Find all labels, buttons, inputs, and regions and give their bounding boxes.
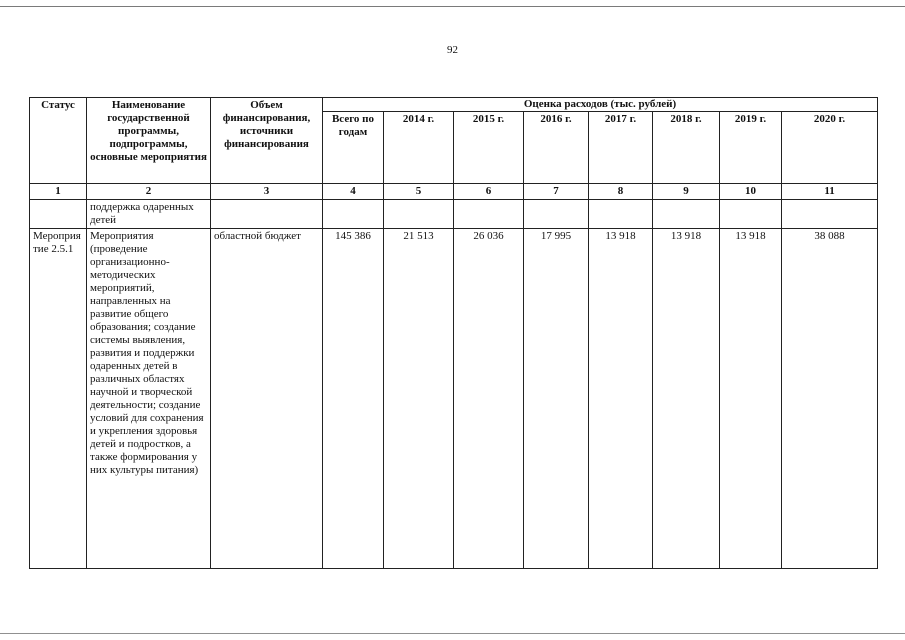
cell-source bbox=[211, 200, 323, 229]
header-year-2020: 2020 г. bbox=[782, 112, 878, 184]
column-number: 1 bbox=[30, 184, 87, 200]
cell-total bbox=[323, 200, 384, 229]
column-number: 2 bbox=[87, 184, 211, 200]
cell-value-2020: 38 088 bbox=[782, 229, 878, 569]
column-number-row bbox=[30, 184, 878, 200]
cell-value bbox=[454, 200, 524, 229]
cell-name: поддержка одаренных детей bbox=[87, 200, 211, 229]
table-row bbox=[30, 229, 878, 569]
cell-value-2015: 26 036 bbox=[454, 229, 524, 569]
column-number: 11 bbox=[782, 184, 878, 200]
cell-status: Мероприятие 2.5.1 bbox=[30, 229, 87, 569]
cell-total: 145 386 bbox=[323, 229, 384, 569]
header-year-2016: 2016 г. bbox=[524, 112, 589, 184]
header-year-2015: 2015 г. bbox=[454, 112, 524, 184]
scan-artifact-bottom bbox=[0, 633, 905, 634]
header-status: Статус bbox=[30, 98, 87, 184]
header-volume: Объем финансирования, источники финансирования bbox=[211, 98, 323, 184]
cell-status bbox=[30, 200, 87, 229]
column-number: 8 bbox=[589, 184, 653, 200]
header-row-1 bbox=[30, 98, 878, 112]
header-year-2019: 2019 г. bbox=[720, 112, 782, 184]
cell-value bbox=[589, 200, 653, 229]
column-number: 6 bbox=[454, 184, 524, 200]
header-total: Всего по годам bbox=[323, 112, 384, 184]
cell-value-2014: 21 513 bbox=[384, 229, 454, 569]
column-number: 10 bbox=[720, 184, 782, 200]
cell-value bbox=[720, 200, 782, 229]
cell-value bbox=[384, 200, 454, 229]
cell-name: Мероприятия (проведение организационно-методических мероприятий, направленных на развитие общего образования; создание системы выявления, развития и поддержки одаренных детей в различных областях научной и творческой деятельности; создание условий для сохранения и укрепления здоровья детей и подростков, а также формирования у них культуры питания) bbox=[87, 229, 211, 569]
cell-value-2016: 17 995 bbox=[524, 229, 589, 569]
column-number: 7 bbox=[524, 184, 589, 200]
column-number: 3 bbox=[211, 184, 323, 200]
header-year-2018: 2018 г. bbox=[653, 112, 720, 184]
scan-artifact-top bbox=[0, 6, 905, 7]
column-number: 5 bbox=[384, 184, 454, 200]
table-row-continuation bbox=[30, 200, 878, 229]
header-year-2017: 2017 г. bbox=[589, 112, 653, 184]
cell-source: областной бюджет bbox=[211, 229, 323, 569]
cell-value-2019: 13 918 bbox=[720, 229, 782, 569]
cell-value-2017: 13 918 bbox=[589, 229, 653, 569]
header-name: Наименование государственной программы, подпрограммы, основные мероприятия bbox=[87, 98, 211, 184]
header-year-2014: 2014 г. bbox=[384, 112, 454, 184]
cell-value bbox=[653, 200, 720, 229]
budget-table bbox=[29, 97, 878, 569]
cell-value bbox=[782, 200, 878, 229]
cell-value bbox=[524, 200, 589, 229]
cell-value-2018: 13 918 bbox=[653, 229, 720, 569]
page-number: 92 bbox=[447, 44, 458, 56]
header-estimate: Оценка расходов (тыс. рублей) bbox=[323, 98, 878, 112]
column-number: 9 bbox=[653, 184, 720, 200]
column-number: 4 bbox=[323, 184, 384, 200]
